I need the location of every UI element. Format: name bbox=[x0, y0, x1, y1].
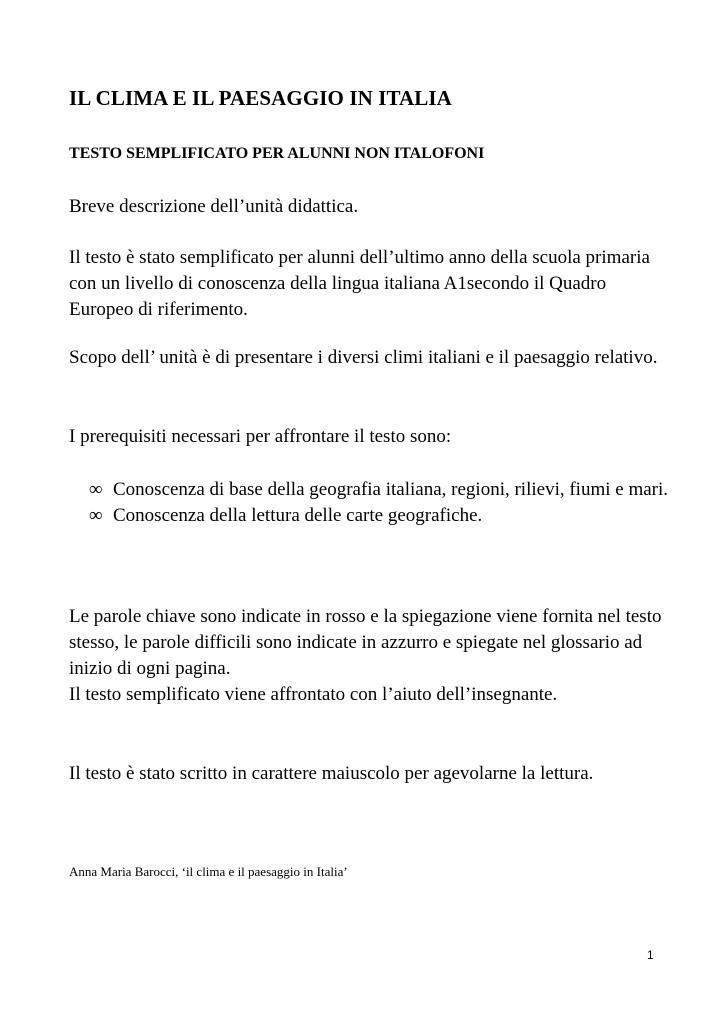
paragraph-simplification: Il testo è stato semplificato per alunni dell’ultimo anno della scuola primaria con un livello di conoscenza della lingua italiana A1secondo il Quadro Europeo di riferimento. bbox=[69, 247, 650, 320]
paragraph-uppercase: Il testo è stato scritto in carattere maiuscolo per agevolarne la lettura. bbox=[69, 763, 594, 784]
prerequisites-list bbox=[69, 477, 669, 529]
list-item-text: Conoscenza della lettura delle carte geografiche. bbox=[113, 505, 483, 526]
list-item bbox=[69, 503, 669, 529]
infinity-bullet-icon: ∞ bbox=[89, 505, 103, 526]
paragraph-keywords: Le parole chiave sono indicate in rosso e la spiegazione viene fornita nel testo stesso, le parole difficili sono indicate in azzurro e spiegate nel glossario ad inizio di ogni pagina. bbox=[69, 606, 662, 679]
list-item-text: Conoscenza di base della geografia italiana, regioni, rilievi, fiumi e mari. bbox=[113, 479, 669, 500]
page-title: IL CLIMA E IL PAESAGGIO IN ITALIA bbox=[69, 86, 452, 110]
paragraph-prerequisites: I prerequisiti necessari per affrontare il testo sono: bbox=[69, 426, 452, 447]
paragraph-description: Breve descrizione dell’unità didattica. bbox=[69, 196, 359, 217]
infinity-bullet-icon: ∞ bbox=[89, 479, 103, 500]
paragraph-teacher-help: Il testo semplificato viene affrontato con l’aiuto dell’insegnante. bbox=[69, 684, 558, 705]
paragraph-purpose: Scopo dell’ unità è di presentare i diversi climi italiani e il paesaggio relativo. bbox=[69, 347, 658, 368]
footer-note: Anna Maria Barocci, ‘il clima e il paesaggio in Italia’ bbox=[69, 864, 348, 879]
list-item bbox=[69, 477, 669, 503]
page-number: 1 bbox=[647, 948, 654, 962]
page-subtitle: TESTO SEMPLIFICATO PER ALUNNI NON ITALOFONI bbox=[69, 145, 485, 162]
